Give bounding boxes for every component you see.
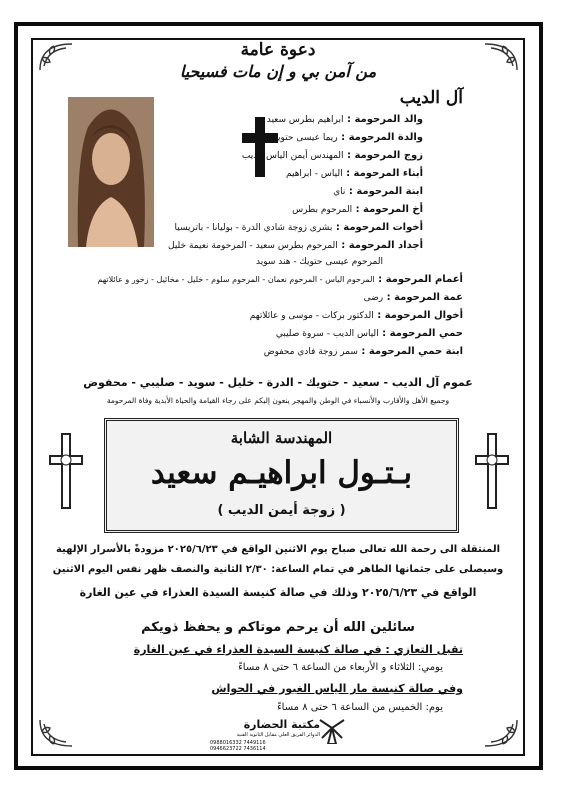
corner-ornament-icon xyxy=(38,718,74,748)
relative-line: أجداد المرحومة : المرحوم بطرس سعيد - المرحومة نعيمة خليل xyxy=(168,240,423,251)
relative-line: المرحوم عيسى حتويك - هند سويد xyxy=(256,257,383,267)
printer-stamp xyxy=(210,718,350,758)
spouse-note: ( زوجة أيمن الديب ) xyxy=(217,503,346,518)
prayer-details: وسيصلى على جثمانها الطاهر في تمام الساعة: ٢/٣٠ الثانية والنصف ظهر نفس اليوم الاثنين xyxy=(52,564,504,575)
relative-line: أخوال المرحومة : الدكتور بركات - موسى و عائلاتهم xyxy=(249,310,463,321)
prayer-location: الواقع في ٢٠٢٥/٦/٢٣ وذلك في صالة كنيسة السيدة العذراء في عين الغارة xyxy=(79,586,477,599)
condolences-place-2: وفي صالة كنيسة مار الياس الغيور في الحواش xyxy=(211,682,463,695)
mourners-line: وجميع الأهل والأقارب والأنسباء في الوطن والمهجر ينعون إليكم على رجاء القيامة والحياة الأبدية وفاة المرحومة xyxy=(106,396,450,405)
relative-line: أعمام المرحومة : المرحوم الياس - المرحوم نعمان - المرحوم سلوم - خليل - مخائيل - زخور و عائلاتهم xyxy=(97,274,463,285)
death-details: المنتقلة الى رحمة الله تعالى صباح يوم الاثنين الواقع في ٢٠٢٥/٦/٢٣ مزودةً بالأسرار الإلهية xyxy=(55,544,501,555)
relative-line: ابنة حمي المرحومة : سمر زوجة فادي محفوض xyxy=(263,346,463,357)
deceased-photo xyxy=(68,97,154,247)
ornate-cross-icon xyxy=(48,432,84,510)
relative-line: والد المرحومة : ابراهيم بطرس سعيد xyxy=(266,114,423,125)
relative-line: والدة المرحومة : ريما عيسى حتويك xyxy=(270,132,423,143)
families-line: عموم آل الديب - سعيد - حتويك - الدرة - خليل - سويد - صليبي - محفوض xyxy=(83,376,473,389)
invitation-title: دعوة عامة xyxy=(240,40,316,60)
condolences-days-1: يومي: الثلاثاء و الأربعاء من الساعة ٦ حتى ٨ مساءً xyxy=(238,662,443,673)
ornate-cross-icon xyxy=(474,432,510,510)
relative-line: ابنة المرحومة : ناي xyxy=(333,186,423,197)
relative-line: أبناء المرحومة : الياس - ابراهيم xyxy=(285,168,423,179)
relative-line: حمي المرحومة : الياس الديب - سروة صليبي xyxy=(275,328,463,339)
name-prefix: المهندسة الشابة xyxy=(230,429,333,447)
printer-name: مكتبة الحضارة xyxy=(243,718,320,731)
windmill-logo-icon xyxy=(318,718,346,744)
relative-line: زوج المرحومة : المهندس أيمن الياس الديب xyxy=(241,150,423,161)
deceased-name: بـتـول ابراهيـم سعيد xyxy=(150,455,413,491)
relative-line: أخ المرحومة : المرحوم بطرس xyxy=(292,204,423,215)
closing-prayer: سائلين الله أن يرحم موتاكم و يحفظ ذويكم xyxy=(141,620,415,635)
condolences-heading: تقبل التعازي : في صالة كنيسة السيدة العذراء في عين الغارة xyxy=(133,643,463,656)
condolences-days-2: يوم: الخميس من الساعة ٦ حتى ٨ مساءً xyxy=(276,702,443,713)
printer-phones: 0988016332 7449116 0946623722 7436114 xyxy=(210,740,266,752)
printer-address: الدوائر الفريق العلي مقابل الثانوية الفنية xyxy=(236,732,320,738)
name-box xyxy=(104,418,459,533)
family-name: آل الديب xyxy=(399,88,463,108)
bible-verse: من آمن بي و إن مات فسيحيا xyxy=(179,62,377,81)
relative-line: عمة المرحومة : رضى xyxy=(363,292,463,303)
relative-line: أخوات المرحومة : بشرى زوجة شادي الدرة - بوليانا - باتريسيا xyxy=(174,222,423,233)
corner-ornament-icon xyxy=(483,718,519,748)
